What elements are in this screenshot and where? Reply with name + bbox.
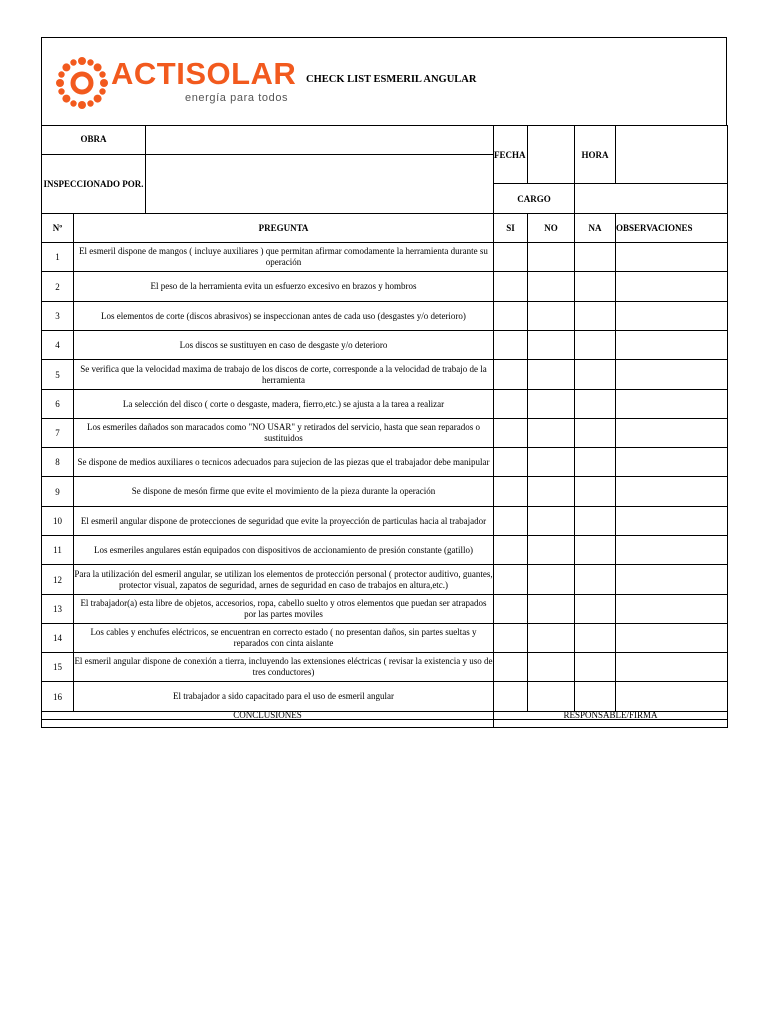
question-row	[42, 331, 728, 360]
no-cell[interactable]	[528, 682, 575, 712]
observaciones-cell[interactable]	[616, 653, 728, 682]
responsable-field[interactable]	[494, 720, 728, 728]
observaciones-cell[interactable]	[616, 360, 728, 390]
no-cell[interactable]	[528, 477, 575, 507]
question-text: Para la utilización del esmeril angular, se utilizan los elementos de protección personal ( protector auditivo, guantes, protector visual, zapatos de seguridad, arnes de seguridad en caso de trabajos en altura,etc.)	[74, 565, 494, 595]
observaciones-cell[interactable]	[616, 536, 728, 565]
na-cell[interactable]	[575, 477, 616, 507]
question-number: 1	[42, 243, 74, 272]
na-cell[interactable]	[575, 682, 616, 712]
question-text: Se dispone de mesón firme que evite el movimiento de la pieza durante la operación	[74, 477, 494, 507]
document-title: CHECK LIST ESMERIL ANGULAR	[306, 74, 477, 85]
na-cell[interactable]	[575, 390, 616, 419]
question-row	[42, 448, 728, 477]
hora-field[interactable]	[616, 126, 728, 184]
observaciones-cell[interactable]	[616, 682, 728, 712]
no-cell[interactable]	[528, 390, 575, 419]
conclusiones-label: CONCLUSIONES	[42, 712, 494, 720]
question-row	[42, 272, 728, 302]
inspeccionado-field[interactable]	[146, 155, 494, 214]
col-no: NO	[528, 214, 575, 243]
question-number: 2	[42, 272, 74, 302]
question-number: 16	[42, 682, 74, 712]
question-number: 11	[42, 536, 74, 565]
question-number: 10	[42, 507, 74, 536]
brand-tagline: energía para todos	[185, 92, 289, 104]
question-number: 8	[42, 448, 74, 477]
no-cell[interactable]	[528, 448, 575, 477]
no-cell[interactable]	[528, 360, 575, 390]
na-cell[interactable]	[575, 419, 616, 448]
question-row	[42, 682, 728, 712]
question-text: El esmeril angular dispone de conexión a tierra, incluyendo las extensiones eléctricas ( revisar la existencia y uso de tres conductores)	[74, 653, 494, 682]
checklist-table	[41, 125, 728, 728]
observaciones-cell[interactable]	[616, 565, 728, 595]
question-row	[42, 536, 728, 565]
question-row	[42, 360, 728, 390]
si-cell[interactable]	[494, 302, 528, 331]
na-cell[interactable]	[575, 360, 616, 390]
si-cell[interactable]	[494, 536, 528, 565]
si-cell[interactable]	[494, 565, 528, 595]
si-cell[interactable]	[494, 682, 528, 712]
obra-label: OBRA	[42, 126, 146, 155]
na-cell[interactable]	[575, 595, 616, 624]
no-cell[interactable]	[528, 243, 575, 272]
si-cell[interactable]	[494, 507, 528, 536]
observaciones-cell[interactable]	[616, 624, 728, 653]
cargo-field[interactable]	[575, 184, 728, 214]
si-cell[interactable]	[494, 390, 528, 419]
no-cell[interactable]	[528, 419, 575, 448]
question-text: Los discos se sustituyen en caso de desgaste y/o deterioro	[74, 331, 494, 360]
cargo-label: CARGO	[494, 184, 575, 214]
col-si: SI	[494, 214, 528, 243]
question-text: El trabajador a sido capacitado para el uso de esmeril angular	[74, 682, 494, 712]
document-header	[41, 37, 727, 125]
observaciones-cell[interactable]	[616, 507, 728, 536]
question-text: Los elementos de corte (discos abrasivos) se inspeccionan antes de cada uso (desgastes y/o deterioro)	[74, 302, 494, 331]
observaciones-cell[interactable]	[616, 390, 728, 419]
na-cell[interactable]	[575, 536, 616, 565]
si-cell[interactable]	[494, 653, 528, 682]
question-number: 14	[42, 624, 74, 653]
question-text: Los esmeriles angulares están equipados con dispositivos de accionamiento de presión constante (gatillo)	[74, 536, 494, 565]
question-number: 4	[42, 331, 74, 360]
si-cell[interactable]	[494, 419, 528, 448]
col-num: Nº	[42, 214, 74, 243]
question-text: Los cables y enchufes eléctricos, se encuentran en correcto estado ( no presentan daños, sin partes sueltas y reparados con cinta aislante	[74, 624, 494, 653]
na-cell[interactable]	[575, 243, 616, 272]
si-cell[interactable]	[494, 477, 528, 507]
fecha-label: FECHA	[494, 126, 528, 184]
question-row	[42, 243, 728, 272]
observaciones-cell[interactable]	[616, 331, 728, 360]
na-cell[interactable]	[575, 565, 616, 595]
question-row	[42, 390, 728, 419]
observaciones-cell[interactable]	[616, 243, 728, 272]
question-row	[42, 653, 728, 682]
question-row	[42, 477, 728, 507]
no-cell[interactable]	[528, 272, 575, 302]
question-text: Se dispone de medios auxiliares o tecnicos adecuados para sujecion de las piezas que el trabajador debe manipular	[74, 448, 494, 477]
obra-row	[42, 126, 728, 155]
responsable-label: RESPONSABLE/FIRMA	[494, 712, 728, 720]
si-cell[interactable]	[494, 331, 528, 360]
no-cell[interactable]	[528, 653, 575, 682]
na-cell[interactable]	[575, 507, 616, 536]
no-cell[interactable]	[528, 331, 575, 360]
question-number: 6	[42, 390, 74, 419]
na-cell[interactable]	[575, 448, 616, 477]
observaciones-cell[interactable]	[616, 272, 728, 302]
fecha-field[interactable]	[528, 126, 575, 184]
question-text: Los esmeriles dañados son maracados como "NO USAR" y retirados del servicio, hasta que sean reparados o sustituidos	[74, 419, 494, 448]
col-observaciones: OBSERVACIONES	[616, 214, 728, 243]
obra-field[interactable]	[146, 126, 494, 155]
question-number: 13	[42, 595, 74, 624]
col-na: NA	[575, 214, 616, 243]
si-cell[interactable]	[494, 448, 528, 477]
footer-row	[42, 712, 728, 720]
na-cell[interactable]	[575, 272, 616, 302]
observaciones-cell[interactable]	[616, 448, 728, 477]
question-number: 3	[42, 302, 74, 331]
col-pregunta: PREGUNTA	[74, 214, 494, 243]
no-cell[interactable]	[528, 302, 575, 331]
question-row	[42, 565, 728, 595]
conclusiones-field[interactable]	[42, 720, 494, 728]
observaciones-cell[interactable]	[616, 302, 728, 331]
question-text: Se verifica que la velocidad maxima de trabajo de los discos de corte, corresponde a la velocidad de trabajo de la herramienta	[74, 360, 494, 390]
observaciones-cell[interactable]	[616, 477, 728, 507]
footer-fields-row	[42, 720, 728, 728]
si-cell[interactable]	[494, 360, 528, 390]
na-cell[interactable]	[575, 624, 616, 653]
si-cell[interactable]	[494, 624, 528, 653]
no-cell[interactable]	[528, 624, 575, 653]
question-number: 12	[42, 565, 74, 595]
no-cell[interactable]	[528, 507, 575, 536]
no-cell[interactable]	[528, 565, 575, 595]
na-cell[interactable]	[575, 653, 616, 682]
observaciones-cell[interactable]	[616, 419, 728, 448]
question-text: El trabajador(a) esta libre de objetos, accesorios, ropa, cabello suelto y otros elementos que puedan ser atrapados por las partes moviles	[74, 595, 494, 624]
question-row	[42, 507, 728, 536]
question-row	[42, 595, 728, 624]
question-row	[42, 419, 728, 448]
no-cell[interactable]	[528, 536, 575, 565]
sun-icon	[55, 56, 109, 110]
question-row	[42, 302, 728, 331]
question-text: El esmeril angular dispone de protecciones de seguridad que evite la proyección de particulas hacia al trabajador	[74, 507, 494, 536]
column-header-row	[42, 214, 728, 243]
actisolar-logo	[55, 52, 300, 114]
na-cell[interactable]	[575, 302, 616, 331]
question-row	[42, 624, 728, 653]
hora-label: HORA	[575, 126, 616, 184]
observaciones-cell[interactable]	[616, 595, 728, 624]
na-cell[interactable]	[575, 331, 616, 360]
inspeccionado-label: INSPECCIONADO POR.	[42, 155, 146, 214]
no-cell[interactable]	[528, 595, 575, 624]
si-cell[interactable]	[494, 272, 528, 302]
question-number: 7	[42, 419, 74, 448]
question-text: La selección del disco ( corte o desgaste, madera, fierro,etc.) se ajusta a la tarea a realizar	[74, 390, 494, 419]
question-number: 9	[42, 477, 74, 507]
si-cell[interactable]	[494, 243, 528, 272]
question-number: 5	[42, 360, 74, 390]
si-cell[interactable]	[494, 595, 528, 624]
question-text: El peso de la herramienta evita un esfuerzo excesivo en brazos y hombros	[74, 272, 494, 302]
brand-name: ACTISOLAR	[111, 56, 297, 91]
question-text: El esmeril dispone de mangos ( incluye auxiliares ) que permitan afirmar comodamente la herramienta durante su operación	[74, 243, 494, 272]
question-number: 15	[42, 653, 74, 682]
